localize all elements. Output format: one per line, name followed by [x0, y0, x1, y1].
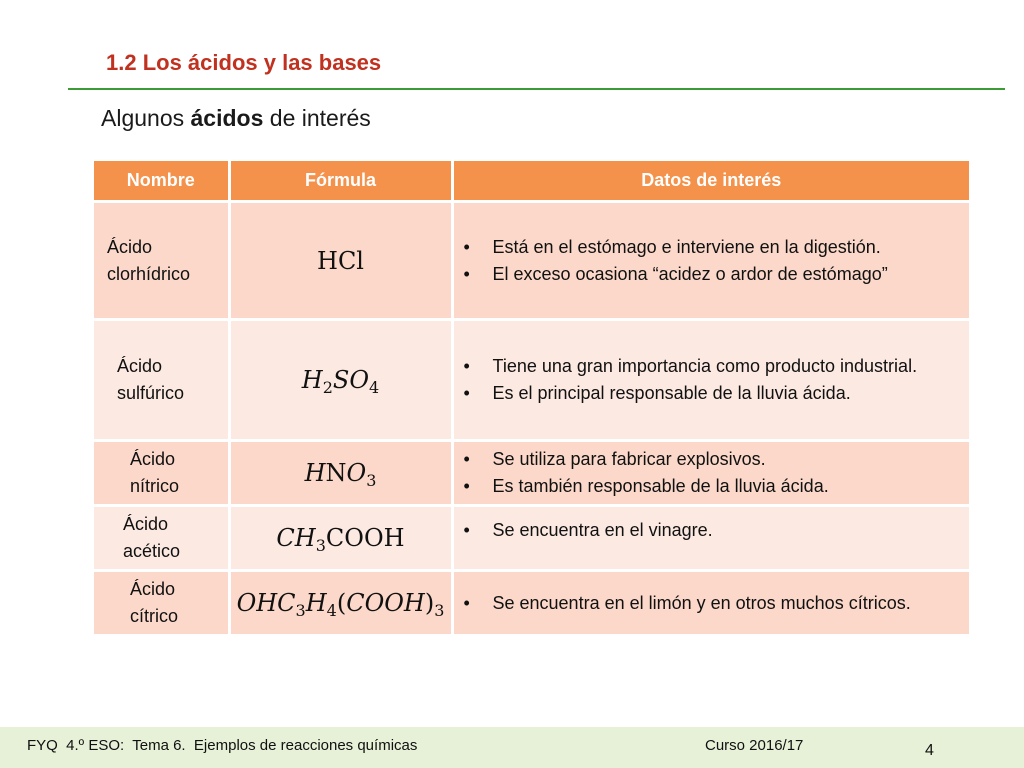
- acid-name-line: Ácido: [130, 579, 176, 599]
- acid-formula-cell: [229, 506, 452, 571]
- bullet-icon: •: [463, 356, 470, 376]
- acid-formula-cell: [229, 441, 452, 506]
- acid-name-cell: [94, 320, 229, 441]
- data-text: Es el principal responsable de la lluvia ácida.: [492, 383, 851, 403]
- bullet-icon: •: [463, 263, 470, 284]
- acid-name-line: Ácido: [130, 449, 176, 469]
- data-list: [454, 446, 970, 500]
- page-number: 4: [925, 742, 934, 759]
- data-text: Se encuentra en el limón y en otros muchos cítricos.: [492, 592, 911, 613]
- data-item: [454, 353, 970, 380]
- acid-name-line: Ácido: [117, 356, 163, 376]
- acid-data-cell: [452, 202, 969, 320]
- table-row: [94, 506, 969, 571]
- acids-table: [94, 161, 969, 637]
- bullet-icon: •: [463, 476, 470, 496]
- acid-data-cell: [452, 506, 969, 571]
- acid-data-cell: [452, 320, 969, 441]
- data-item: [454, 380, 970, 407]
- footer-course-info: FYQ 4.º ESO: Tema 6. Ejemplos de reacciones químicas: [27, 737, 418, 754]
- table-header-row: [94, 161, 969, 202]
- acid-name-cell: [94, 571, 229, 636]
- acid-formula-cell: [229, 202, 452, 320]
- acid-formula: HCl: [317, 246, 364, 275]
- data-item: [454, 473, 970, 500]
- data-text: Tiene una gran importancia como producto industrial.: [492, 356, 918, 376]
- subtitle-pre: Algunos: [101, 105, 191, 131]
- data-text: Es también responsable de la lluvia ácida.: [492, 476, 829, 496]
- data-item: [454, 517, 970, 544]
- table-row: [94, 320, 969, 441]
- header-formula: Fórmula: [229, 161, 452, 202]
- data-text: Se utiliza para fabricar explosivos.: [492, 449, 766, 469]
- bullet-icon: •: [463, 236, 470, 257]
- acid-formula: $CH_3COOH$: [276, 524, 405, 555]
- data-text: El exceso ocasiona “acidez o ardor de estómago”: [492, 263, 888, 284]
- data-item: [454, 261, 970, 288]
- acid-name-line: Ácido: [123, 514, 169, 534]
- slide-title: 1.2 Los ácidos y las bases: [106, 50, 382, 75]
- acid-name-cell: [94, 441, 229, 506]
- acid-name-line: nítrico: [130, 476, 180, 496]
- bullet-icon: •: [463, 592, 470, 613]
- acid-data-cell: [452, 441, 969, 506]
- acid-name-line: Ácido: [107, 236, 153, 257]
- subtitle: [101, 105, 371, 132]
- acid-data-cell: [452, 571, 969, 636]
- acid-formula: $HNO_3$: [304, 459, 377, 490]
- footer-year: Curso 2016/17: [705, 737, 804, 754]
- acid-formula-cell: [229, 571, 452, 636]
- acid-name-line: clorhídrico: [107, 263, 191, 284]
- acid-name-cell: [94, 202, 229, 320]
- data-item: [454, 446, 970, 473]
- title-divider: [68, 88, 1005, 90]
- table-row: [94, 571, 969, 636]
- table-row: [94, 202, 969, 320]
- data-item: [454, 234, 970, 261]
- data-list: [454, 234, 970, 288]
- subtitle-bold: ácidos: [190, 105, 264, 131]
- data-text: Se encuentra en el vinagre.: [492, 520, 713, 540]
- acid-name-line: sulfúrico: [117, 383, 185, 403]
- acid-name-cell: [94, 506, 229, 571]
- header-nombre: Nombre: [94, 161, 229, 202]
- acid-name-line: cítrico: [130, 606, 179, 626]
- bullet-icon: •: [463, 449, 470, 469]
- bullet-icon: •: [463, 520, 470, 540]
- acid-formula: $OHC_3H_4(COOH)_3$: [236, 589, 445, 620]
- data-list: [454, 517, 970, 544]
- table-row: [94, 441, 969, 506]
- acid-formula: $H_2SO_4$: [301, 366, 380, 397]
- acid-name-line: acético: [123, 541, 181, 561]
- data-text: Está en el estómago e interviene en la digestión.: [492, 236, 881, 257]
- data-list: [454, 590, 970, 617]
- data-list: [454, 353, 970, 407]
- bullet-icon: •: [463, 383, 470, 403]
- header-datos: Datos de interés: [452, 161, 969, 202]
- subtitle-post: de interés: [263, 105, 371, 131]
- acid-formula-cell: [229, 320, 452, 441]
- data-item: [454, 590, 970, 617]
